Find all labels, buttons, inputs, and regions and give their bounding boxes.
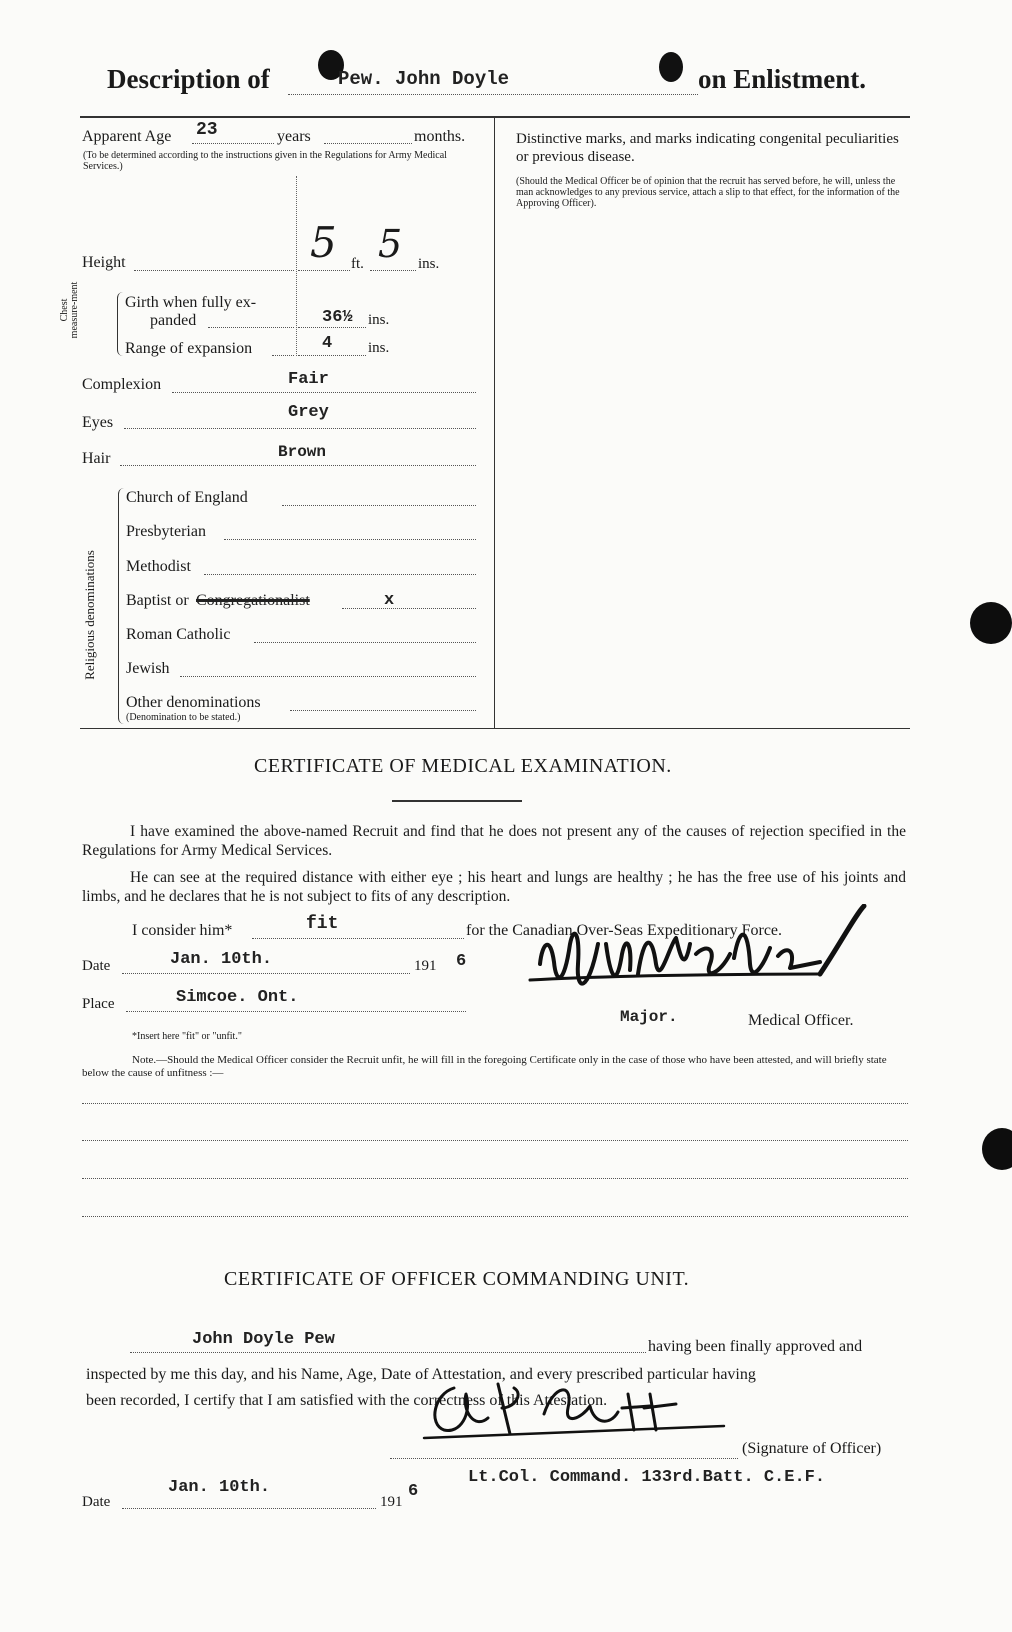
- religion-church-of-england: Church of England: [126, 489, 248, 506]
- commanding-year-prefix: 191: [380, 1494, 403, 1510]
- commanding-certificate-title: CERTIFICATE OF OFFICER COMMANDING UNIT.: [224, 1268, 690, 1290]
- medical-place-label: Place: [82, 996, 115, 1012]
- girth-value: 36½: [322, 308, 353, 327]
- ft-label: ft.: [351, 256, 364, 272]
- hair-value: Brown: [278, 443, 327, 461]
- religion-label: Religious denominations: [82, 550, 97, 680]
- range-label: Range of expansion: [125, 340, 253, 357]
- religion-roman-catholic: Roman Catholic: [126, 626, 231, 643]
- religion-congregationalist-struck: Congregationalist: [196, 592, 310, 609]
- unfitness-line-3: [82, 1178, 908, 1179]
- medical-date-label: Date: [82, 958, 111, 974]
- medical-year-digit: 6: [456, 952, 467, 971]
- eyes-value: Grey: [288, 403, 329, 422]
- ins-label: ins.: [418, 256, 440, 272]
- complexion-value: Fair: [288, 370, 329, 389]
- distinctive-marks-note: (Should the Medical Officer be of opinion that the recruit has served before, he will, unless the man acknowledges to any previous service, attach a slip to that effect, for the information of the Approving Officer).: [516, 176, 900, 209]
- medical-para-2: He can see at the required distance with either eye ; his heart and lungs are healthy ; he has the free use of his joints and limbs, and he declares that he is not subject to fits of any description.: [82, 869, 906, 905]
- range-value: 4: [322, 334, 333, 353]
- signature-of-officer-label: (Signature of Officer): [742, 1440, 882, 1457]
- age-note: (To be determined according to the instructions given in the Regulations for Army Medical Services.): [83, 150, 447, 172]
- punch-hole-top: [970, 602, 1012, 644]
- apparent-age-label: Apparent Age: [82, 128, 172, 145]
- medical-rank-value: Major.: [620, 1008, 678, 1026]
- height-in-value: 5: [378, 222, 403, 266]
- commanding-text-3: been recorded, I certify that I am satisfied with the correctness of this Attestation.: [86, 1392, 608, 1409]
- distinctive-marks-label: Distinctive marks, and marks indicating congenital peculiarities or previous disease.: [516, 131, 899, 165]
- religion-presbyterian: Presbyterian: [126, 523, 206, 540]
- medical-para-1: I have examined the above-named Recruit and find that he does not present any of the causes of rejection specified in the Regulations for Army Medical Services.: [82, 823, 906, 859]
- column-divider: [494, 116, 495, 728]
- medical-place-value: Simcoe. Ont.: [176, 988, 299, 1007]
- unfitness-line-2: [82, 1140, 908, 1141]
- religion-jewish: Jewish: [126, 660, 170, 677]
- section-rule: [80, 728, 910, 729]
- age-value: 23: [196, 120, 218, 140]
- complexion-label: Complexion: [82, 376, 162, 393]
- girth-unit: ins.: [368, 312, 390, 328]
- religion-baptist: Baptist or: [126, 592, 189, 609]
- months-label: months.: [414, 128, 466, 145]
- commanding-text-1: having been finally approved and: [648, 1338, 863, 1355]
- girth-label-1: Girth when fully ex-: [125, 294, 257, 311]
- unfitness-line-1: [82, 1103, 908, 1104]
- medical-year-prefix: 191: [414, 958, 437, 974]
- religion-other: Other denominations: [126, 694, 261, 711]
- punch-hole-bottom: [982, 1128, 1012, 1170]
- header-title-right: on Enlistment.: [698, 64, 867, 94]
- hair-label: Hair: [82, 450, 111, 467]
- unfitness-line-4: [82, 1216, 908, 1217]
- fit-value: fit: [306, 914, 339, 934]
- religion-other-note: (Denomination to be stated.): [126, 712, 241, 723]
- religion-methodist: Methodist: [126, 558, 191, 575]
- unfitness-note: Note.—Should the Medical Officer consider the Recruit unfit, he will fill in the foregoing Certificate only in the case of those who have been attested, and will briefly state below the cause of unfitness :—: [82, 1054, 887, 1079]
- medical-officer-label: Medical Officer.: [748, 1012, 854, 1029]
- eyes-label: Eyes: [82, 414, 114, 431]
- header-name: Pew. John Doyle: [338, 68, 510, 90]
- medical-officer-signature: [520, 904, 880, 1024]
- commanding-text-2: inspected by me this day, and his Name, Age, Date of Attestation, and every prescribed particular having: [86, 1366, 756, 1383]
- header-title-left: Description of: [107, 64, 270, 94]
- commanding-date-value: Jan. 10th.: [168, 1478, 271, 1497]
- years-label: years: [277, 128, 311, 145]
- commanding-year-digit: 6: [408, 1482, 419, 1501]
- medical-title-underline: [392, 800, 522, 802]
- religion-mark: x: [384, 591, 395, 610]
- ink-blot-right: [659, 52, 683, 82]
- header-rule: [80, 116, 910, 118]
- recruit-name-value: John Doyle Pew: [192, 1330, 335, 1349]
- range-unit: ins.: [368, 340, 390, 356]
- commanding-date-label: Date: [82, 1494, 111, 1510]
- commanding-rank-value: Lt.Col. Command. 133rd.Batt. C.E.F.: [468, 1468, 826, 1487]
- commanding-officer-signature: [414, 1374, 734, 1454]
- height-label: Height: [82, 254, 126, 271]
- chest-measurement-label: Chest measure-ment: [59, 281, 80, 339]
- consider-label: I consider him*: [132, 922, 233, 939]
- measure-divider: [296, 176, 297, 356]
- girth-label-2: panded: [150, 312, 197, 329]
- insert-note: *Insert here "fit" or "unfit.": [132, 1031, 242, 1042]
- for-force-label: for the Canadian Over-Seas Expeditionary Force.: [466, 922, 783, 939]
- medical-date-value: Jan. 10th.: [170, 950, 273, 969]
- medical-certificate-title: CERTIFICATE OF MEDICAL EXAMINATION.: [254, 755, 672, 777]
- height-ft-value: 5: [310, 218, 337, 267]
